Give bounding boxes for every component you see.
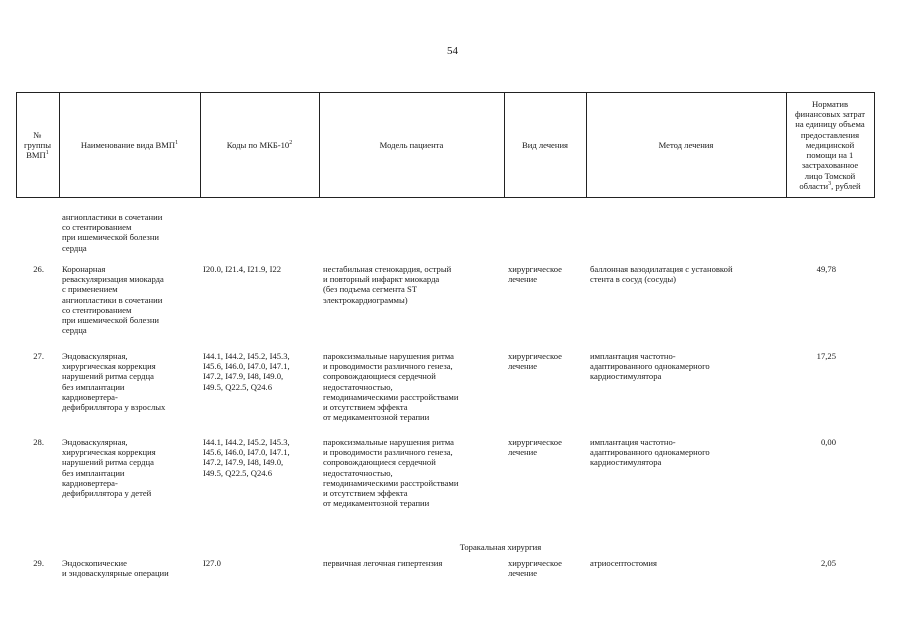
icd-codes: I44.1, I44.2, I45.2, I45.3, I45.6, I46.0, I47.0, I47.1, I47.2, I47.9, I48, I49.0, I49.5, Q22.5, Q24.6 — [203, 437, 290, 478]
icd-codes: I44.1, I44.2, I45.2, I45.3, I45.6, I46.0, I47.0, I47.1, I47.2, I47.9, I48, I49.0, I49.5, Q22.5, Q24.6 — [203, 351, 290, 392]
column-divider — [874, 92, 875, 198]
patient-model: пароксизмальные нарушения ритма и проводимости различного генеза, сопровождающиеся сердечной недостаточностью, гемодинамическими расстройствами и отсутствием эффекта от медикаментозной терапии — [323, 351, 459, 423]
icd-codes: I20.0, I21.4, I21.9, I22 — [203, 264, 282, 274]
header-group-number: № группы ВМП$^1$ — [24, 129, 51, 161]
header-financial-norm: Норматив финансовых затрат на единицу объема предоставления медицинской помощи на 1 застрахованное лицо Томской области$^3$, рублей — [794, 99, 866, 191]
row-number: 29. — [33, 558, 44, 568]
continuation-vmp-name: ангиопластики в сочетании со стентированием при ишемической болезни сердца — [62, 212, 163, 253]
financial-norm-value: 17,25 — [816, 351, 836, 361]
treatment-type: хирургическое лечение — [508, 351, 562, 372]
icd-codes: I27.0 — [203, 558, 221, 568]
table-header — [16, 92, 875, 198]
financial-norm-value: 2,05 — [820, 558, 836, 568]
patient-model: нестабильная стенокардия, острый и повторный инфаркт миокарда (без подъема сегмента ST электрокардиограммы) — [323, 264, 452, 305]
vmp-name: Коронарная реваскуляризация миокарда с применением ангиопластики в сочетании со стентированием при ишемической болезни сердца — [62, 264, 164, 336]
page-number: 54 — [447, 45, 458, 57]
treatment-method: атриосептостомия — [590, 558, 657, 568]
row-number: 27. — [33, 351, 44, 361]
financial-norm-value: 49,78 — [816, 264, 836, 274]
treatment-type: хирургическое лечение — [508, 558, 562, 579]
header-patient-model: Модель пациента — [379, 139, 444, 150]
row-number: 26. — [33, 264, 44, 274]
vmp-name: Эндоскопические и эндоваскулярные операции — [62, 558, 169, 579]
header-vmp-name: Наименование вида ВМП$^1$ — [80, 139, 179, 150]
treatment-method: имплантация частотно- адаптированного однокамерного кардиостимулятора — [590, 437, 710, 468]
patient-model: пароксизмальные нарушения ритма и проводимости различного генеза, сопровождающиеся сердечной недостаточностью, гемодинамическими расстройствами и отсутствием эффекта от медикаментозной терапии — [323, 437, 459, 509]
vmp-name: Эндоваскулярная, хирургическая коррекция нарушений ритма сердца без имплантации кардиовертера- дефибриллятора у детей — [62, 437, 156, 499]
vmp-name: Эндоваскулярная, хирургическая коррекция нарушений ритма сердца без имплантации кардиовертера- дефибриллятора у взрослых — [62, 351, 166, 413]
header-icd-codes: Коды по МКБ-$10^2$ — [226, 139, 293, 150]
treatment-method: имплантация частотно- адаптированного однокамерного кардиостимулятора — [590, 351, 710, 382]
patient-model: первичная легочная гипертензия — [323, 558, 443, 568]
treatment-type: хирургическое лечение — [508, 264, 562, 285]
row-number: 28. — [33, 437, 44, 447]
treatment-type: хирургическое лечение — [508, 437, 562, 458]
header-treatment-method: Метод лечения — [658, 139, 714, 150]
section-title: Торакальная хирургия — [459, 542, 542, 552]
header-treatment-type: Вид лечения — [521, 139, 569, 150]
financial-norm-value: 0,00 — [820, 437, 836, 447]
treatment-method: баллонная вазодилатация с установкой стента в сосуд (сосуды) — [590, 264, 733, 285]
